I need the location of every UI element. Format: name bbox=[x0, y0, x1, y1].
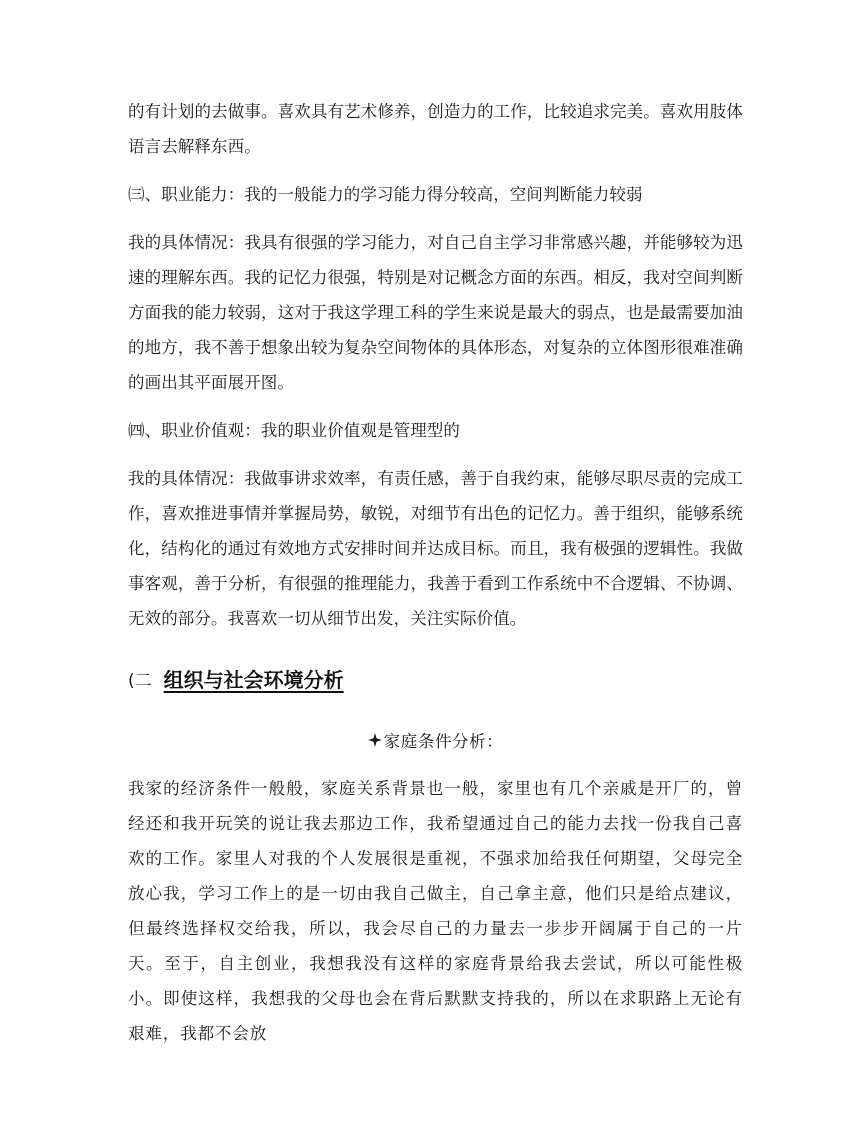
heading-career-values: ㈣、职业价值观：我的职业价值观是管理型的 bbox=[128, 421, 460, 440]
document-page bbox=[128, 94, 743, 1051]
family-analysis-heading bbox=[128, 724, 743, 759]
paragraph-values-details: 我的具体情况：我做事讲求效率，有责任感，善于自我约束，能够尽职尽责的完成工作，喜欢推进事情并掌握局势，敏锐，对细节有出色的记忆力。善于组织，能够系统化，结构化的通过有效地方式安排时间并达成目标。而且，我有极强的逻辑性。我做事客观，善于分析，有很强的推理能力，我善于看到工作系统中不合逻辑、不协调、无效的部分。我喜欢一切从细节出发，关注实际价值。 bbox=[128, 469, 743, 628]
paragraph-family-conditions: 我家的经济条件一般般，家庭关系背景也一般，家里也有几个亲戚是开厂的，曾经还和我开玩笑的说让我去那边工作，我希望通过自己的能力去找一份我自己喜欢的工作。家里人对我的个人发展很是重视，不强求加给我任何期望，父母完全放心我，学习工作上的是一切由我自己做主，自己拿主意，他们只是给点建议，但最终选择权交给我，所以，我会尽自己的力量去一步步开阔属于自己的一片天。至于，自主创业，我想我没有这样的家庭背景给我去尝试，所以可能性极小。即使这样，我想我的父母也会在背后默默支持我的，所以在求职路上无论有艰难，我都不会放 bbox=[128, 779, 743, 1043]
four-pointed-star-icon bbox=[368, 724, 382, 759]
section-number: (二 bbox=[128, 670, 152, 691]
family-analysis-title: 家庭条件分析： bbox=[383, 732, 504, 751]
section-title: 组织与社会环境分析 bbox=[163, 667, 344, 692]
paragraph-interests-continued: 的有计划的去做事。喜欢具有艺术修养，创造力的工作，比较追求完美。喜欢用肢体语言去解释东西。 bbox=[128, 102, 743, 156]
section-heading bbox=[128, 658, 743, 698]
heading-career-ability: ㈢、职业能力：我的一般能力的学习能力得分较高，空间判断能力较弱 bbox=[128, 185, 643, 204]
paragraph-ability-details: 我的具体情况：我具有很强的学习能力，对自己自主学习非常感兴趣，并能够较为迅速的理解东西。我的记忆力很强，特别是对记概念方面的东西。相反，我对空间判断方面我的能力较弱，这对于我这学理工科的学生来说是最大的弱点，也是最需要加油的地方，我不善于想象出较为复杂空间物体的具体形态，对复杂的立体图形很难准确的画出其平面展开图。 bbox=[128, 233, 743, 392]
